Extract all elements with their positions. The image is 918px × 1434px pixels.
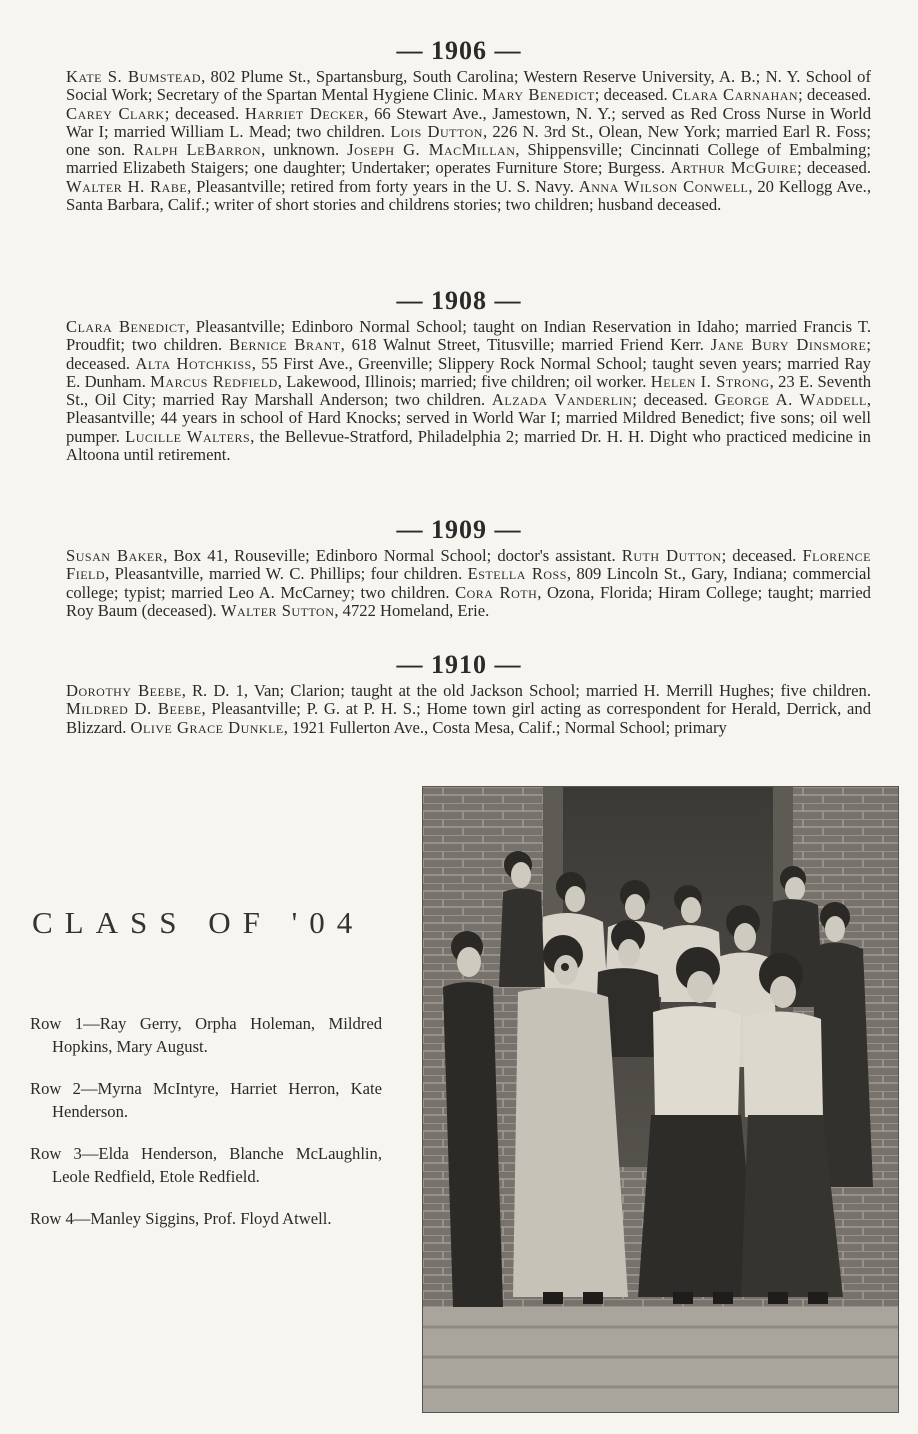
alumnus-details: , 23 E. Seventh St., Oil City; married Ray Marshall Anderson; two children. <box>66 371 872 410</box>
row-caption: Row 2—Myrna McIntyre, Harriet Herron, Kate Henderson. <box>30 1079 382 1121</box>
alumnus-name: George A. Waddell <box>714 390 867 410</box>
class-photo-illustration <box>423 787 898 1412</box>
alumnus-name: Ruth Dutton <box>621 546 722 565</box>
alumnus-details: , 809 Lincoln St., Gary, Indiana; commercial college; typist; married Leo A. McCarney; two children. <box>66 564 871 602</box>
alumnus-details: , Shippensville; Cincinnati College of Embalming; married Elizabeth Staigers; one daughter; Undertaker; operates Furniture Store; Burgess. <box>66 140 872 178</box>
year-heading: — 1910 — <box>396 650 522 679</box>
alumnus-name: Olive Grace Dunkle <box>130 717 284 737</box>
alumnus-name: Walter Sutton <box>220 600 335 620</box>
section-1910 <box>0 650 918 737</box>
alumni-paragraph <box>66 318 871 464</box>
alumnus-name: Jane Bury Dinsmore <box>710 335 867 355</box>
alumnus-details: , 226 N. 3rd St., Olean, New York; married Earl R. Foss; one son. <box>66 121 872 160</box>
alumnus-name: Mary Benedict <box>482 85 595 105</box>
alumnus-details: , Box 41, Rouseville; Edinboro Normal School; doctor's assistant. <box>163 546 622 565</box>
alumnus-details: , the Bellevue-Stratford, Philadelphia 2; married Dr. H. H. Dight who practiced medicine in Altoona until retirement. <box>66 426 871 465</box>
alumnus-details: , Pleasantville; retired from forty years in the U. S. Navy. <box>187 176 579 196</box>
row-caption: Row 4—Manley Siggins, Prof. Floyd Atwell. <box>30 1209 332 1228</box>
alumnus-details: , R. D. 1, Van; Clarion; taught at the old Jackson School; married H. Merrill Hughes; five children. <box>181 681 871 700</box>
alumnus-name: Florence Field <box>66 546 871 584</box>
alumnus-name: Kate S. Bumstead <box>66 67 202 86</box>
year-heading: — 1906 — <box>396 36 522 65</box>
class-title: CLASS OF '04 <box>32 905 365 940</box>
alumni-paragraph <box>66 68 871 214</box>
alumnus-details: , 1921 Fullerton Ave., Costa Mesa, Calif.; Normal School; primary <box>283 717 727 737</box>
alumnus-details: , unknown. <box>261 140 348 160</box>
section-1909 <box>0 515 918 620</box>
alumnus-details: ; deceased. <box>594 85 672 105</box>
row-caption: Row 3—Elda Henderson, Blanche McLaughlin, Leole Redfield, Etole Redfield. <box>30 1144 382 1186</box>
alumnus-details: ; deceased. <box>798 85 872 105</box>
alumnus-name: Walter H. Rabe <box>66 176 188 196</box>
alumnus-name: Clara Carnahan <box>672 85 799 105</box>
alumnus-name: Bernice Brant <box>229 335 341 355</box>
alumnus-details: , Lakewood, Illinois; married; five children; oil worker. <box>277 371 651 391</box>
alumnus-details: , 802 Plume St., Spartansburg, South Carolina; Western Reserve University, A. B.; N. Y. School of Social Work; Secretary of the Spartan Mental Hygiene Clinic. <box>66 67 871 105</box>
alumnus-name: Cora Roth <box>455 582 538 602</box>
alumnus-name: Marcus Redfield <box>150 371 278 391</box>
alumnus-name: Lois Dutton <box>390 121 483 141</box>
alumnus-details: , 20 Kellogg Ave., Santa Barbara, Calif.; writer of short stories and childrens stories; two children; husband deceased. <box>66 176 871 215</box>
class-photo <box>422 786 899 1413</box>
alumnus-name: Estella Ross <box>467 564 567 584</box>
year-heading: — 1908 — <box>396 286 522 315</box>
section-1908 <box>0 286 918 464</box>
alumnus-details: ; deceased. <box>164 103 245 123</box>
alumnus-details: , Ozona, Florida; Hiram College; taught; married Roy Baum (deceased). <box>66 582 871 620</box>
alumnus-name: Arthur McGuire <box>670 158 798 178</box>
alumni-paragraph <box>66 547 871 620</box>
alumnus-details: , Pleasantville; Edinboro Normal School; taught on Indian Reservation in Idaho; married Francis T. Proudfit; two children. <box>66 317 871 355</box>
alumnus-name: Lucille Walters <box>125 426 251 446</box>
alumnus-name: Helen I. Strong <box>650 371 770 391</box>
alumnus-details: ; deceased. <box>797 158 871 178</box>
alumnus-details: , Pleasantville; 44 years in school of Hard Knocks; served in World War I; married Mildred Benedict; five sons; oil well pumper. <box>66 390 871 446</box>
alumnus-name: Joseph G. MacMillan <box>347 140 516 160</box>
alumnus-details: , Pleasantville; P. G. at P. H. S.; Home town girl acting as correspondent for Herald, Derrick, and Blizzard. <box>66 699 871 737</box>
alumnus-details: ; deceased. <box>66 335 872 373</box>
alumnus-name: Carey Clark <box>66 103 165 123</box>
section-1906 <box>0 36 918 214</box>
row-caption: Row 1—Ray Gerry, Orpha Holeman, Mildred Hopkins, Mary August. <box>30 1014 382 1056</box>
alumnus-name: Dorothy Beebe <box>66 681 182 700</box>
alumnus-details: , 55 First Ave., Greenville; Slippery Rock Normal School; taught seven years; married Ray E. Dunham. <box>66 353 871 391</box>
alumnus-details: ; deceased. <box>721 546 803 565</box>
alumnus-name: Mildred D. Beebe <box>66 699 202 719</box>
alumnus-name: Clara Benedict <box>66 317 186 336</box>
year-heading: — 1909 — <box>396 515 522 544</box>
photo-caption-rows <box>30 1012 382 1249</box>
alumnus-name: Ralph LeBarron <box>133 140 262 160</box>
alumnus-name: Susan Baker <box>66 546 164 565</box>
alumnus-details: , Pleasantville, married W. C. Phillips; four children. <box>105 564 468 584</box>
alumnus-details: , 618 Walnut Street, Titusville; married Friend Kerr. <box>340 335 711 355</box>
alumnus-name: Harriet Decker <box>244 103 365 123</box>
alumnus-details: ; deceased. <box>632 390 715 410</box>
alumnus-name: Alta Hotchkiss <box>135 353 252 373</box>
alumnus-details: , 66 Stewart Ave., Jamestown, N. Y.; served as Red Cross Nurse in World War I; married William L. Mead; two children. <box>66 103 872 141</box>
alumnus-details: , 4722 Homeland, Erie. <box>334 600 490 620</box>
alumni-paragraph <box>66 682 871 737</box>
alumnus-name: Alzada Vanderlin <box>491 390 633 410</box>
alumnus-name: Anna Wilson Conwell <box>578 176 749 196</box>
